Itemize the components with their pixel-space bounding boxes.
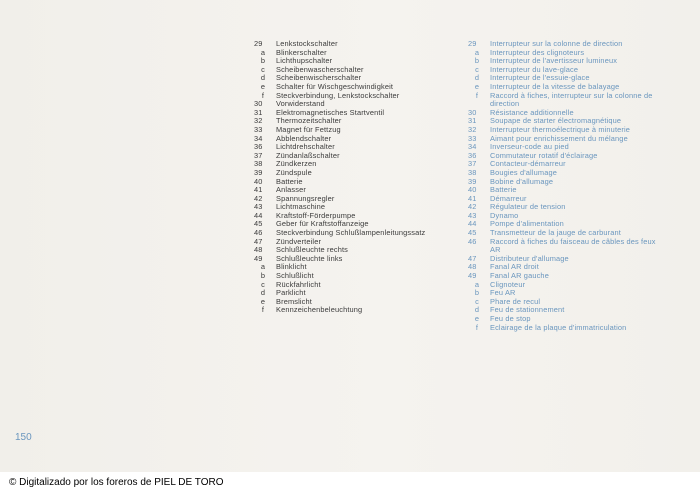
legend-item-number: 29: [254, 39, 263, 48]
legend-item-text: Inverseur-code au pied: [490, 142, 569, 152]
legend-item-number: 40: [254, 176, 263, 186]
legend-item-number: 47: [468, 253, 477, 263]
legend-item-number: 36: [254, 142, 263, 152]
legend-item-text: Interrupteur thermoélectrique à minuterie: [490, 124, 631, 134]
legend-item-text: Kraftstoff-Förderpumpe: [276, 210, 356, 220]
legend-item-text: Rückfahrlicht: [276, 279, 321, 289]
legend-item-number: 41: [468, 193, 477, 203]
legend-item-number: c: [261, 64, 265, 74]
legend-item: [254, 306, 454, 315]
legend-item-text: Interrupteur des clignoteurs: [490, 47, 585, 57]
legend-item-number: a: [260, 47, 266, 57]
legend-item-number: 40: [468, 185, 477, 195]
legend-item-text: Schlußleuchte links: [276, 253, 343, 263]
legend-item-text: Batterie: [490, 185, 517, 195]
legend-item-text: Abblendschalter: [276, 133, 332, 143]
legend-item-text: Kennzeichenbeleuchtung: [276, 305, 363, 315]
legend-item-text: Magnet für Fettzug: [276, 124, 341, 134]
legend-item-text: Lichtmaschine: [276, 202, 326, 212]
legend-item-number: f: [475, 90, 479, 100]
legend-item-number: 33: [468, 133, 477, 143]
german-legend-list: [254, 40, 454, 315]
legend-item-text: Commutateur rotatif d'éclairage: [490, 150, 598, 160]
legend-item-number: e: [260, 81, 266, 91]
legend-item-text: Bougies d'allumage: [490, 167, 557, 177]
legend-item-number: 30: [468, 107, 477, 117]
legend-item-number: 49: [468, 271, 477, 281]
legend-item-number: b: [260, 271, 266, 281]
legend-item-number: a: [474, 279, 480, 289]
legend-item-number: 36: [468, 150, 477, 160]
legend-item-number: 46: [254, 228, 263, 238]
legend-item-text: Thermozeitschalter: [276, 116, 342, 126]
legend-item-text: Bobine d'allumage: [490, 176, 554, 186]
legend-item-text: Transmetteur de la jauge de carburant: [490, 228, 621, 238]
legend-item-text: Clignoteur: [490, 279, 526, 289]
legend-item-number: 47: [254, 236, 263, 246]
legend-item-number: 46: [468, 236, 477, 246]
legend-item-text: Démarreur: [490, 193, 527, 203]
credit-bar: [0, 472, 700, 496]
legend-item-number: 43: [468, 210, 477, 220]
legend-item-text: Distributeur d'allumage: [490, 253, 569, 263]
legend-item-number: 34: [468, 142, 477, 152]
legend-item-number: d: [260, 73, 266, 83]
legend-item-text: Interrupteur du lave-glace: [490, 64, 579, 74]
legend-item-text: Schalter für Wischgeschwindigkeit: [276, 81, 394, 91]
legend-item-number: 31: [254, 107, 263, 117]
legend-item-number: c: [475, 64, 479, 74]
legend-item-number: b: [474, 56, 480, 66]
legend-item-text: Schlußlicht: [276, 271, 314, 281]
legend-item-text: Interrupteur sur la colonne de direction: [490, 39, 623, 48]
legend-item-text: Bremslicht: [276, 296, 312, 306]
legend-item-text: Blinkerschalter: [276, 47, 327, 57]
legend-item-text: Blinklicht: [276, 262, 307, 272]
legend-item-text: Phare de recul: [490, 296, 541, 306]
legend-item-number: c: [475, 296, 479, 306]
legend-item-number: 44: [254, 210, 263, 220]
french-legend-list: [468, 40, 658, 332]
legend-item-text: Fanal AR gauche: [490, 271, 549, 281]
legend-item-number: 41: [254, 185, 263, 195]
legend-item-number: f: [261, 305, 265, 315]
legend-item-text: Feu AR: [490, 288, 516, 298]
legend-item-number: 29: [468, 39, 477, 48]
legend-item-text: Lichthupschalter: [276, 56, 333, 66]
legend-item-number: 30: [254, 99, 263, 109]
legend-item-text: Pompe d'alimentation: [490, 219, 564, 229]
legend-item-text: Contacteur-démarreur: [490, 159, 566, 169]
legend-item-text: Régulateur de tension: [490, 202, 566, 212]
legend-item-text: Feu de stationnement: [490, 305, 565, 315]
legend-item-number: 31: [468, 116, 477, 126]
legend-item-number: f: [261, 90, 265, 100]
legend-item-text: Interrupteur de la vitesse de balayage: [490, 81, 620, 91]
legend-item: [468, 324, 658, 333]
legend-item-number: 38: [254, 159, 263, 169]
legend-item-number: d: [260, 288, 266, 298]
legend-item-text: Dynamo: [490, 210, 519, 220]
legend-item-number: 38: [468, 167, 477, 177]
legend-item-number: 33: [254, 124, 263, 134]
legend-item-number: 34: [254, 133, 263, 143]
credit-text: © Digitalizado por los foreros de PIEL DE TORO: [9, 477, 224, 488]
legend-item-text: Lichtdrehschalter: [276, 142, 335, 152]
legend-item-text: Steckverbindung Schlußlampenleitungssatz: [276, 228, 426, 238]
page-number: 150: [15, 432, 32, 443]
legend-item-number: e: [260, 296, 266, 306]
legend-item-number: 45: [468, 228, 477, 238]
legend-item-number: 49: [254, 253, 263, 263]
legend-item-text: Geber für Kraftstoffanzeige: [276, 219, 369, 229]
legend-item-text: Anlasser: [276, 185, 306, 195]
legend-item-number: d: [474, 73, 480, 83]
legend-item: [468, 92, 658, 109]
legend-item-text: Batterie: [276, 176, 303, 186]
legend-item-text: Fanal AR droit: [490, 262, 539, 272]
legend-item-number: b: [260, 56, 266, 66]
legend-item-number: a: [260, 262, 266, 272]
legend-item-text: Parklicht: [276, 288, 306, 298]
legend-item-number: 39: [468, 176, 477, 186]
legend-item-text: Vorwiderstand: [276, 99, 325, 109]
legend-item-text: Elektromagnetisches Startventil: [276, 107, 385, 117]
legend-item-number: e: [474, 314, 480, 323]
legend-item-number: 48: [468, 262, 477, 272]
legend-item-text: Scheibenwischerschalter: [276, 73, 362, 83]
legend-item-number: 32: [468, 124, 477, 134]
legend-item-number: 32: [254, 116, 263, 126]
legend-item-text: Zündanlaßschalter: [276, 150, 340, 160]
legend-item-number: e: [474, 81, 480, 91]
legend-item-number: d: [474, 305, 480, 315]
legend-item-text: Soupape de starter électromagnétique: [490, 116, 622, 126]
legend-item-number: 48: [254, 245, 263, 255]
legend-item-text: Schlußleuchte rechts: [276, 245, 349, 255]
legend-item-text: Eclairage de la plaque d'immatriculation: [490, 322, 627, 332]
legend-item-number: a: [474, 47, 480, 57]
legend-item-text: Aimant pour enrichissement du mélange: [490, 133, 628, 143]
legend-item: [468, 238, 658, 255]
legend-item-number: c: [261, 279, 265, 289]
legend-item-number: b: [474, 288, 480, 298]
legend-item-number: 45: [254, 219, 263, 229]
legend-item-number: 37: [468, 159, 477, 169]
legend-item-number: f: [475, 322, 479, 332]
legend-item-text: Feu de stop: [490, 314, 531, 323]
legend-item-text: Lenkstockschalter: [276, 39, 338, 48]
legend-item-text: Raccord à fiches, interrupteur sur la colonne de direction: [490, 90, 653, 109]
legend-item-text: Zündverteiler: [276, 236, 322, 246]
legend-item-number: 44: [468, 219, 477, 229]
legend-item-text: Zündkerzen: [276, 159, 317, 169]
legend-item-text: Résistance additionnelle: [490, 107, 574, 117]
legend-item-text: Steckverbindung, Lenkstockschalter: [276, 90, 400, 100]
legend-item-text: Scheibenwascherschalter: [276, 64, 364, 74]
legend-item-number: 42: [254, 193, 263, 203]
legend-item-text: Zündspule: [276, 167, 312, 177]
legend-item-text: Interrupteur de l'avertisseur lumineux: [490, 56, 618, 66]
legend-item-text: Interrupteur de l'essuie-glace: [490, 73, 590, 83]
legend-item-text: Raccord à fiches du faisceau de câbles des feux AR: [490, 236, 656, 255]
legend-item-number: 42: [468, 202, 477, 212]
legend-item-number: 39: [254, 167, 263, 177]
legend-item-number: 37: [254, 150, 263, 160]
legend-item-number: 43: [254, 202, 263, 212]
legend-item-text: Spannungsregler: [276, 193, 335, 203]
